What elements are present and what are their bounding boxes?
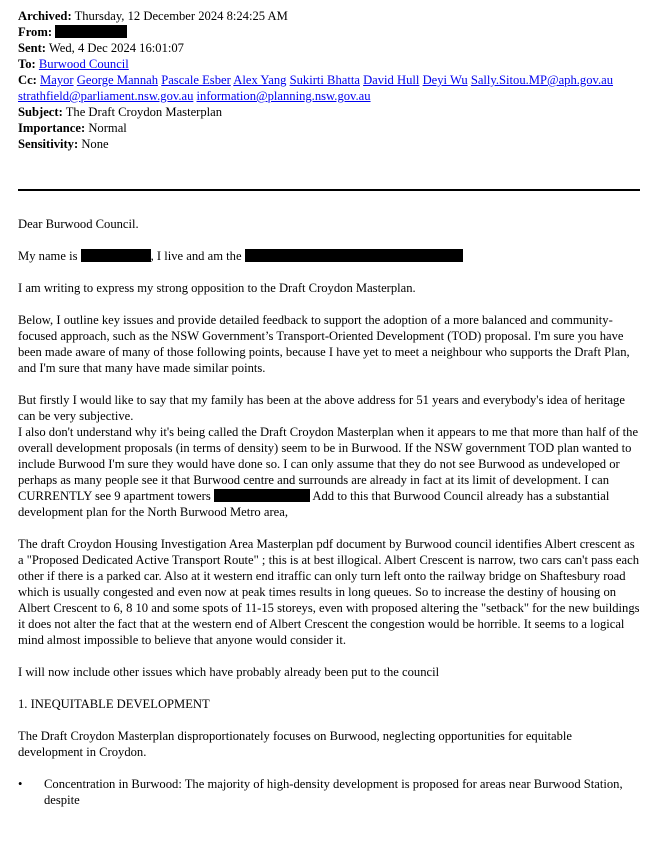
subject-value: The Draft Croydon Masterplan [65, 105, 223, 119]
paragraph: I am writing to express my strong opposition to the Draft Croydon Masterplan. [18, 281, 416, 295]
archived-value: Thursday, 12 December 2024 8:24:25 AM [74, 9, 288, 23]
paragraph: I will now include other issues which have probably already been put to the council [18, 665, 440, 679]
intro-line [18, 248, 640, 264]
redacted-name-block [81, 249, 151, 262]
email-body [18, 216, 640, 808]
list-item-text: Concentration in Burwood: The majority of high-density development is proposed for areas near Burwood Station, despite [44, 777, 623, 807]
sensitivity-value: None [81, 137, 109, 151]
to-label: To: [18, 57, 36, 71]
sensitivity-row [18, 136, 648, 152]
from-label: From: [18, 25, 53, 39]
cc-recipient-link[interactable]: Sukirti Bhatta [289, 73, 360, 87]
cc-recipient-link[interactable]: Alex Yang [233, 73, 287, 87]
cc-label: Cc: [18, 73, 37, 87]
paragraph-text-b: Add to this that Burwood Council already has a substantial development plan for the North Burwood Metro area, [18, 489, 610, 519]
section-heading: 1. INEQUITABLE DEVELOPMENT [18, 697, 210, 711]
greeting: Dear Burwood Council. [18, 217, 139, 231]
list-item [18, 776, 640, 808]
paragraph: Below, I outline key issues and provide detailed feedback to support the adoption of a more balanced and community-focused approach, such as the NSW Government’s Transport-Oriented Development (TOD) proposal. I'm sure you have been made aware of many of those following points, because I have yet to meet a neighbour who supports the Draft Plan, and I'm sure that many have made similar points. [18, 313, 630, 375]
from-row [18, 24, 648, 40]
importance-row [18, 120, 648, 136]
subject-row [18, 104, 648, 120]
email-header [18, 8, 648, 152]
redacted-address-block [245, 249, 463, 262]
sent-value: Wed, 4 Dec 2024 16:01:07 [48, 41, 184, 55]
paragraph [18, 424, 640, 520]
intro-text-b: , I live and am the [150, 249, 242, 263]
redacted-location-block [214, 489, 310, 502]
cc-row-continued [18, 88, 648, 104]
cc-recipient-link[interactable]: information@planning.nsw.gov.au [196, 89, 371, 103]
paragraph: But firstly I would like to say that my family has been at the above address for 51 years and everybody's idea of heritage can be very subjective. [18, 393, 625, 423]
archived-row [18, 8, 648, 24]
paragraph: The draft Croydon Housing Investigation Area Masterplan pdf document by Burwood council identifies Albert crescent as a "Proposed Dedicated Active Transport Route" ; this is at best illogical. Albert Crescent is narrow, two cars can't pass each other if there is a parked car. Also at it western end itraffic can only turn left onto the railway bridge on Shaftesbury road which is usually congested and even now at peak times results in long queues. So to increase the destiny of housing on Albert Crescent to 6, 8 10 and some spots of 11-15 storeys, even with proposed altering the "setback" for the new buildings it does not alter the fact that at the western end of Albert Crescent the congestion would be horrible. It seems to a logical mind almost impossible to believe that anyone would consider it. [18, 537, 640, 647]
sent-row [18, 40, 648, 56]
cc-recipient-link[interactable]: strathfield@parliament.nsw.gov.au [18, 89, 194, 103]
cc-recipient-link[interactable]: David Hull [363, 73, 420, 87]
paragraph: The Draft Croydon Masterplan disproportionately focuses on Burwood, neglecting opportunities for equitable development in Croydon. [18, 729, 572, 759]
importance-label: Importance: [18, 121, 86, 135]
cc-row [18, 72, 648, 88]
importance-value: Normal [88, 121, 127, 135]
cc-recipient-link[interactable]: George Mannah [76, 73, 159, 87]
subject-label: Subject: [18, 105, 63, 119]
sent-label: Sent: [18, 41, 46, 55]
intro-text-a: My name is [18, 249, 78, 263]
cc-recipient-link[interactable]: Deyi Wu [422, 73, 468, 87]
bullet-symbol: • [18, 777, 23, 791]
header-divider [18, 189, 640, 191]
to-recipient-link[interactable]: Burwood Council [38, 57, 129, 71]
cc-recipient-link[interactable]: Pascale Esber [161, 73, 231, 87]
to-row [18, 56, 648, 72]
archived-label: Archived: [18, 9, 72, 23]
paragraph-text-a: I also don't understand why it's being called the Draft Croydon Masterplan when it appears to me that more than half of the overall development proposals (in terms of density) seem to be in Burwood. If the NSW government TOD plan wanted to include Burwood I'm sure they would have done so. I can only assume that they do not see Burwood as undeveloped or perhaps as many people see it that Burwood centre and surrounds are already in fact at its limit of development. I can CURRENTLY see 9 apartment towers [18, 425, 639, 503]
redacted-sender-block [55, 25, 127, 38]
sensitivity-label: Sensitivity: [18, 137, 79, 151]
cc-recipient-link[interactable]: Sally.Sitou.MP@aph.gov.au [470, 73, 614, 87]
cc-recipient-link[interactable]: Mayor [40, 73, 74, 87]
